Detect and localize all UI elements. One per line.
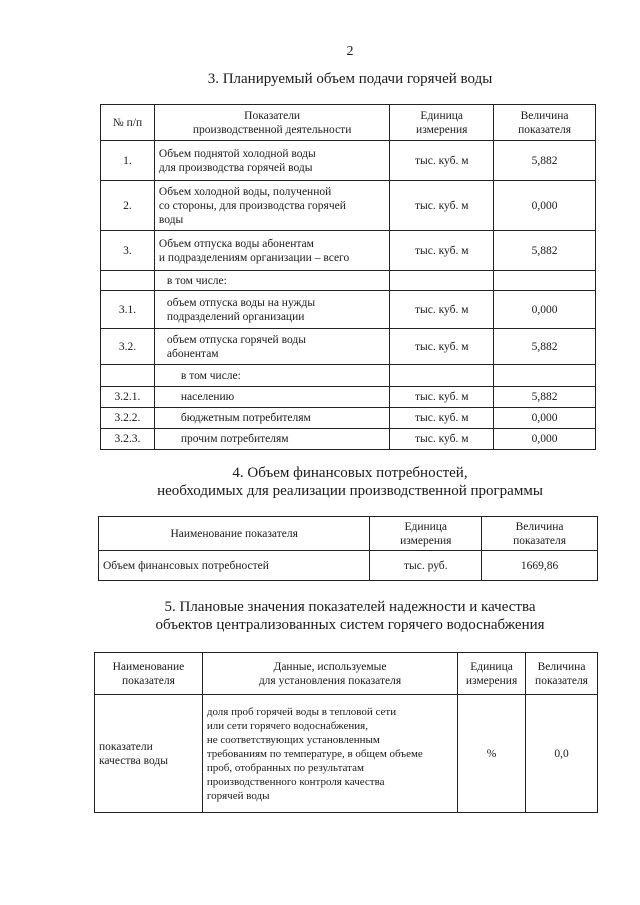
row-value — [494, 271, 596, 291]
header-value: Величина показателя — [526, 653, 598, 695]
section4-title-line1: 4. Объем финансовых потребностей, — [232, 465, 468, 481]
row-unit — [390, 271, 494, 291]
row-name: показатели качества воды — [95, 695, 203, 813]
row-name: Объем поднятой холодной воды для производства горячей воды — [154, 141, 389, 181]
row-unit: тыс. куб. м — [390, 141, 494, 181]
table-row — [101, 408, 596, 429]
row-num: 3.1. — [101, 291, 155, 329]
table-row — [101, 181, 596, 231]
header-unit: Единица измерения — [370, 517, 482, 551]
table-row — [95, 695, 598, 813]
table-row — [101, 365, 596, 387]
table-row — [101, 291, 596, 329]
row-num: 3.2.2. — [101, 408, 155, 429]
row-name: прочим потребителям — [154, 429, 389, 450]
quality-indicators-table — [94, 652, 598, 813]
row-name: Объем холодной воды, полученной со стороны, для производства горячей воды — [154, 181, 389, 231]
row-name: Объем финансовых потребностей — [99, 551, 370, 581]
row-name: Объем отпуска воды абонентам и подразделениям организации – всего — [154, 231, 389, 271]
row-unit — [390, 365, 494, 387]
row-value: 5,882 — [494, 231, 596, 271]
row-value: 0,000 — [494, 408, 596, 429]
row-unit: тыс. куб. м — [390, 329, 494, 365]
table-row — [101, 429, 596, 450]
header-name: Наименование показателя — [99, 517, 370, 551]
row-name: населению — [154, 387, 389, 408]
row-name: в том числе: — [154, 365, 389, 387]
row-unit: тыс. куб. м — [390, 291, 494, 329]
row-name: в том числе: — [154, 271, 389, 291]
row-value: 0,000 — [494, 291, 596, 329]
table-header-row — [101, 105, 596, 141]
header-value: Величина показателя — [482, 517, 598, 551]
row-data: доля проб горячей воды в тепловой сети или сети горячего водоснабжения, не соответствующих установленным требованиям по температуре, в общем объеме проб, отобранных по результатам производственного контроля качества горячей воды — [202, 695, 457, 813]
row-unit: тыс. куб. м — [390, 429, 494, 450]
table-row — [101, 231, 596, 271]
row-num: 3. — [101, 231, 155, 271]
table-row — [99, 551, 598, 581]
row-value: 0,000 — [494, 429, 596, 450]
header-name: Наименование показателя — [95, 653, 203, 695]
row-value: 5,882 — [494, 387, 596, 408]
row-unit: тыс. куб. м — [390, 408, 494, 429]
row-unit: тыс. куб. м — [390, 231, 494, 271]
row-value: 5,882 — [494, 141, 596, 181]
header-unit: Единица измерения — [390, 105, 494, 141]
header-indicators: Показатели производственной деятельности — [154, 105, 389, 141]
section5-title-line1: 5. Плановые значения показателей надежности и качества — [164, 599, 536, 615]
row-num — [101, 271, 155, 291]
row-name: объем отпуска горячей воды абонентам — [154, 329, 389, 365]
row-value: 5,882 — [494, 329, 596, 365]
page-number: 2 — [346, 44, 354, 59]
row-unit: % — [458, 695, 526, 813]
row-value — [494, 365, 596, 387]
row-num: 3.2. — [101, 329, 155, 365]
row-value: 0,0 — [526, 695, 598, 813]
section5-title-line2: объектов централизованных систем горячего водоснабжения — [155, 617, 545, 633]
row-num: 1. — [101, 141, 155, 181]
row-name: объем отпуска воды на нужды подразделений организации — [154, 291, 389, 329]
table-row — [101, 271, 596, 291]
row-name: бюджетным потребителям — [154, 408, 389, 429]
row-num: 3.2.1. — [101, 387, 155, 408]
table-row — [101, 329, 596, 365]
section3-title: 3. Планируемый объем подачи горячей воды — [207, 71, 493, 87]
table-header-row — [99, 517, 598, 551]
water-supply-table — [100, 104, 596, 450]
row-num: 2. — [101, 181, 155, 231]
table-row — [101, 387, 596, 408]
header-num: № п/п — [101, 105, 155, 141]
table-header-row — [95, 653, 598, 695]
row-num — [101, 365, 155, 387]
row-value: 1669,86 — [482, 551, 598, 581]
row-unit: тыс. руб. — [370, 551, 482, 581]
financial-needs-table — [98, 516, 598, 581]
header-value: Величина показателя — [494, 105, 596, 141]
table-row — [101, 141, 596, 181]
row-num: 3.2.3. — [101, 429, 155, 450]
row-value: 0,000 — [494, 181, 596, 231]
header-unit: Единица измерения — [458, 653, 526, 695]
header-data: Данные, используемые для установления показателя — [202, 653, 457, 695]
row-unit: тыс. куб. м — [390, 181, 494, 231]
row-unit: тыс. куб. м — [390, 387, 494, 408]
section4-title-line2: необходимых для реализации производственной программы — [157, 483, 543, 499]
